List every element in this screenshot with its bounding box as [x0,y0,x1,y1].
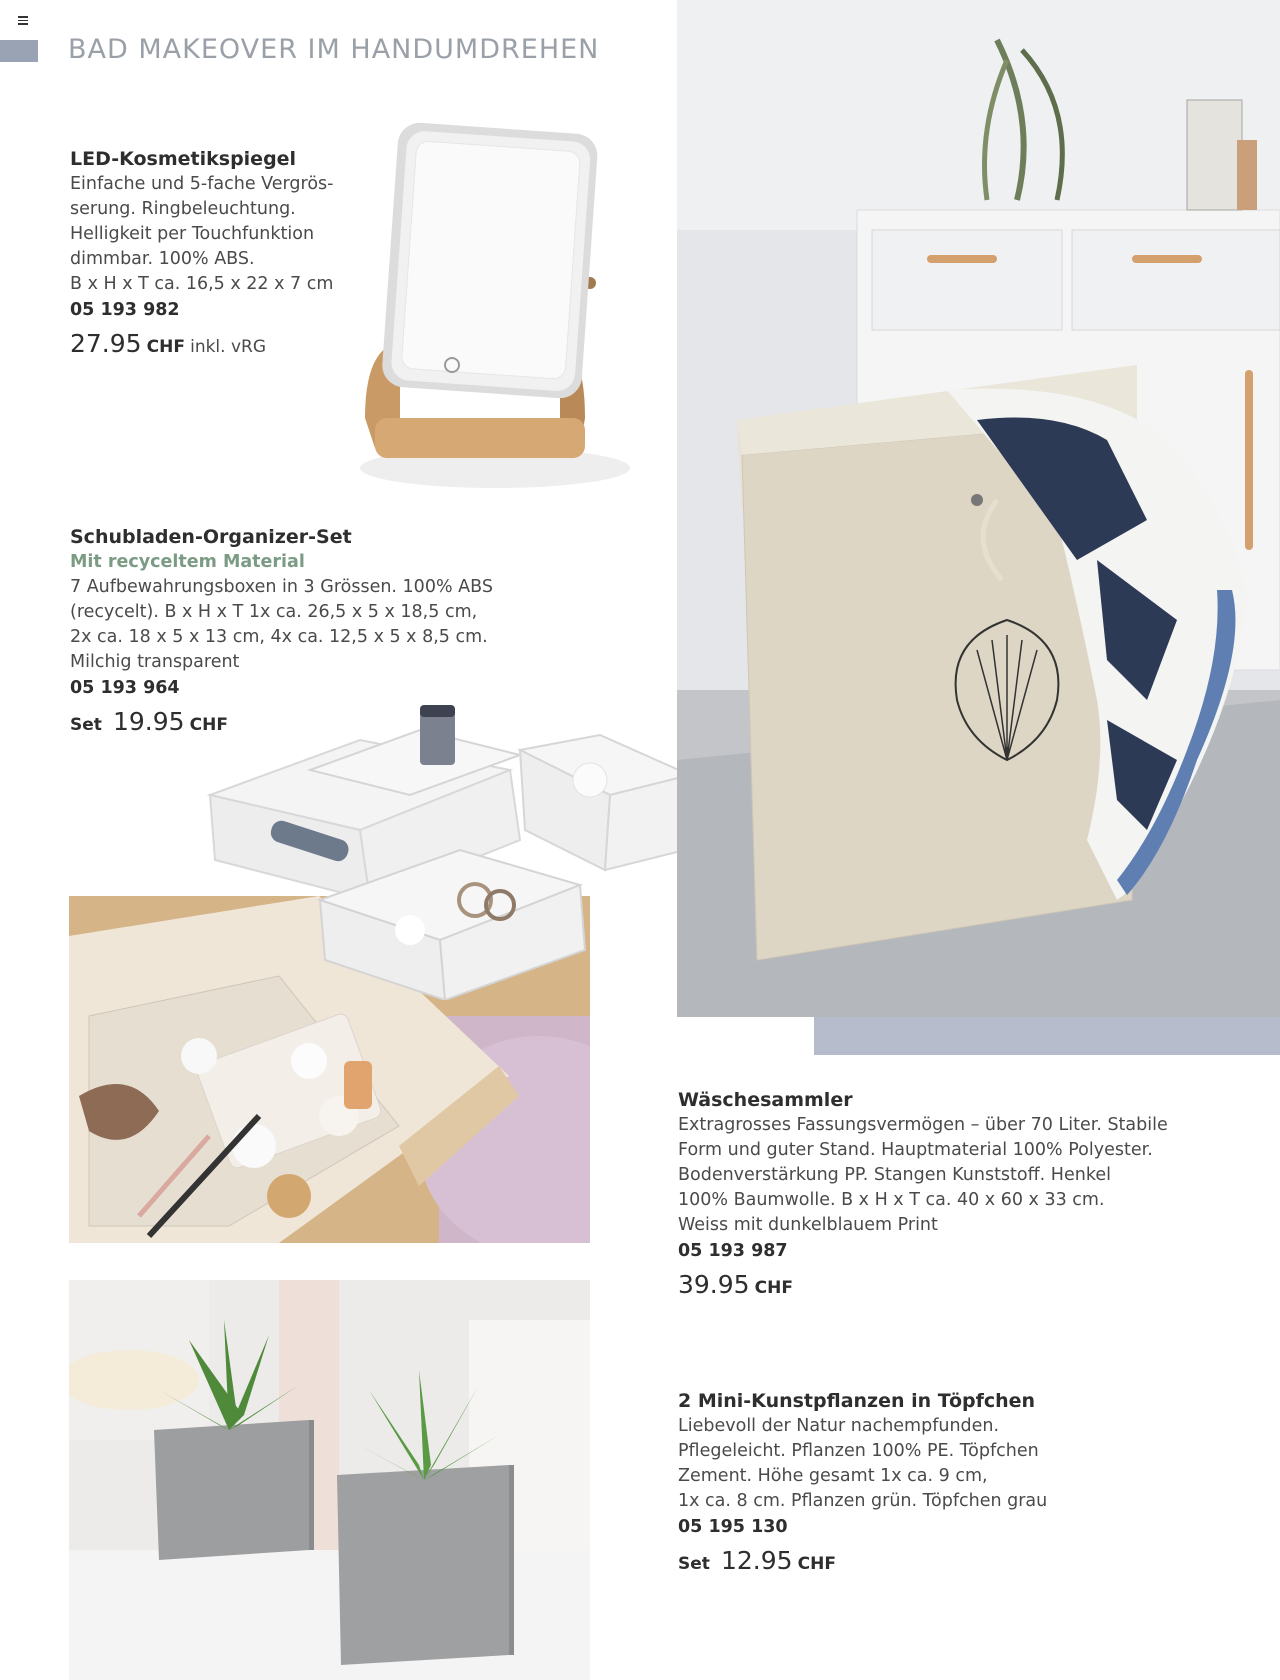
product-laundry [678,1089,1238,1299]
product-title: Wäschesammler [678,1089,853,1111]
article-number: 05 193 982 [70,300,180,320]
price-value: 12.95 [721,1546,793,1575]
organizer-image [200,700,695,1000]
product-mirror [70,148,370,358]
article-number: 05 195 130 [678,1517,788,1537]
product-description: Einfache und 5-fache Vergrös- serung. Ringbeleuchtung. Helligkeit per Touchfunktion dimmbar. 100% ABS. B x H x T ca. 16,5 x 22 x 7 cm [70,174,334,294]
laundry-hamper-photo [677,0,1280,1017]
price-value: 39.95 [678,1270,750,1299]
price-currency: CHF [754,1278,793,1298]
menu-icon[interactable] [18,16,28,26]
article-number: 05 193 964 [70,678,180,698]
page-title: BAD MAKEOVER IM HANDUMDREHEN [68,34,600,65]
accent-swatch [814,1017,1280,1055]
price [70,329,370,358]
product-plants [678,1390,1238,1575]
plants-photo [69,1280,590,1680]
recycled-tagline: Mit recyceltem Material [70,552,305,572]
set-label: Set [678,1554,710,1574]
product-title: LED-Kosmetikspiegel [70,148,297,170]
set-label: Set [70,715,102,735]
product-title: 2 Mini-Kunstpflanzen in Töpfchen [678,1390,1036,1412]
header-accent-tab [0,40,38,62]
price-value: 27.95 [70,329,142,358]
price-currency: CHF [146,337,185,357]
product-description: 7 Aufbewahrungsboxen in 3 Grössen. 100% ABS (recycelt). B x H x T 1x ca. 26,5 x 5 x 18,5 cm, 2x ca. 18 x 5 x 13 cm, 4x ca. 12,5 x 5 x 8,5 cm. Milchig transparent [70,577,493,672]
product-description: Liebevoll der Natur nachempfunden. Pflegeleicht. Pflanzen 100% PE. Töpfchen Zement. Höhe gesamt 1x ca. 9 cm, 1x ca. 8 cm. Pflanzen grün. Töpfchen grau [678,1416,1048,1511]
price-value: 19.95 [113,707,185,736]
product-description: Extragrosses Fassungsvermögen – über 70 Liter. Stabile Form und guter Stand. Hauptmaterial 100% Polyester. Bodenverstärkung PP. Stangen Kunststoff. Henkel 100% Baumwolle. B x H x T ca. 40 x 60 x 33 cm. Weiss mit dunkelblauem Print [678,1115,1168,1235]
product-title: Schubladen-Organizer-Set [70,526,352,548]
price-currency: CHF [189,715,228,735]
price [678,1270,1238,1299]
price-note: inkl. vRG [190,337,267,357]
price-currency: CHF [797,1554,836,1574]
price [678,1546,1238,1575]
article-number: 05 193 987 [678,1241,788,1261]
mirror-image [355,118,635,498]
